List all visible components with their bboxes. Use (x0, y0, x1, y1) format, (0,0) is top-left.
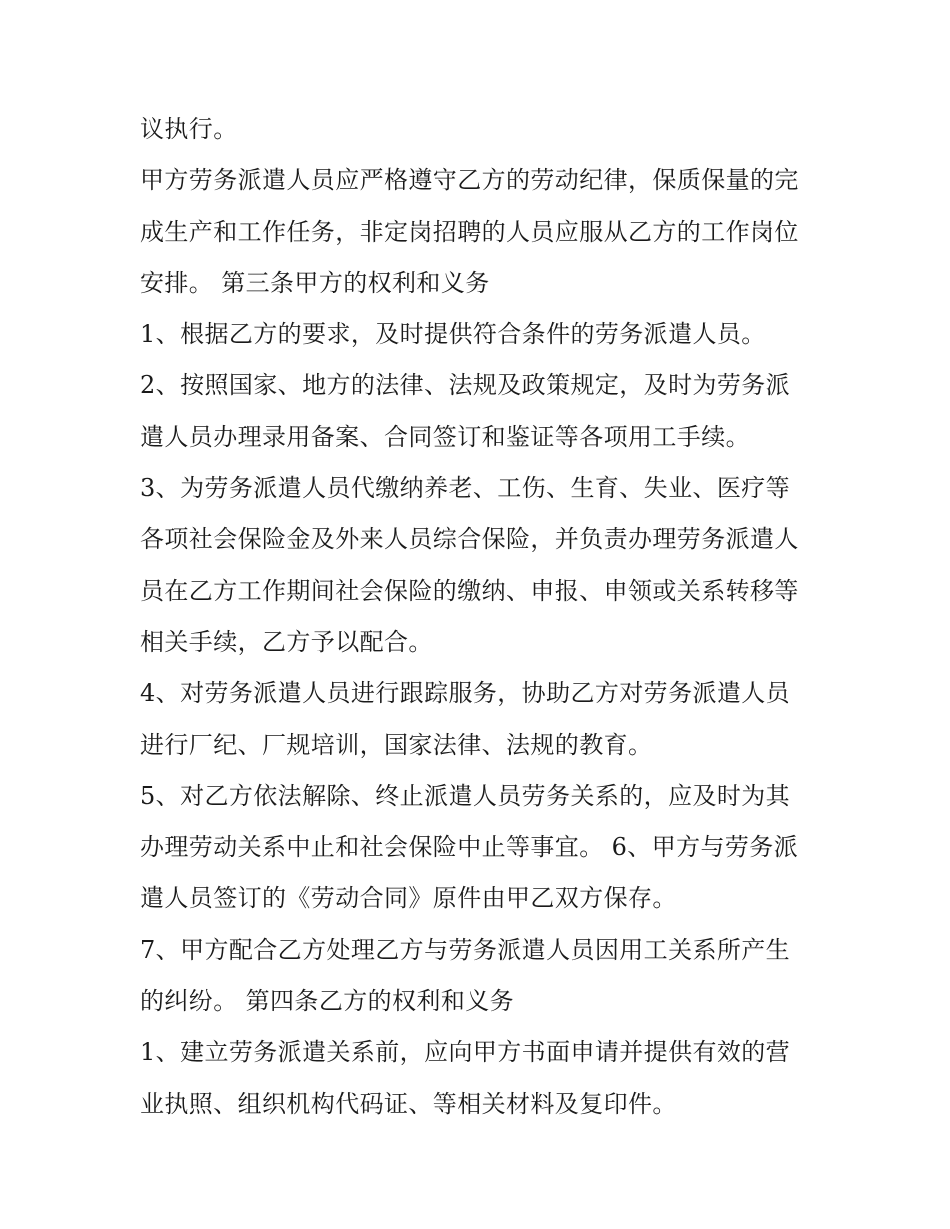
text-line: 遣人员签订的《劳动合同》原件由甲乙双方保存。 (140, 884, 677, 913)
text-line: 业执照、组织机构代码证、等相关材料及复印件。 (140, 1089, 677, 1118)
text-line: 办理劳动关系中止和社会保险中止等事宜。 6、甲方与劳务派 (140, 833, 799, 862)
text-line: 2、按照国家、地方的法律、法规及政策规定，及时为劳务派 (140, 371, 791, 400)
text-line: 7、甲方配合乙方处理乙方与劳务派遣人员因用工关系所产生 (140, 935, 791, 964)
text-line: 成生产和工作任务，非定岗招聘的人员应服从乙方的工作岗位 (140, 217, 799, 246)
text-line: 遣人员办理录用备案、合同签订和鉴证等各项用工手续。 (140, 422, 750, 451)
text-line: 4、对劳务派遣人员进行跟踪服务，协助乙方对劳务派遣人员 (140, 679, 791, 708)
text-line: 进行厂纪、厂规培训，国家法律、法规的教育。 (140, 730, 653, 759)
text-line: 员在乙方工作期间社会保险的缴纳、申报、申领或关系转移等 (140, 576, 799, 605)
text-line: 议执行。 (140, 115, 238, 143)
text-line: 相关手续，乙方予以配合。 (140, 627, 433, 656)
text-line: 3、为劳务派遣人员代缴纳养老、工伤、生育、失业、医疗等 (140, 474, 791, 503)
document-body (140, 104, 820, 1130)
text-line: 的纠纷。 第四条乙方的权利和义务 (140, 987, 515, 1016)
text-line: 1、建立劳务派遣关系前，应向甲方书面申请并提供有效的营 (140, 1038, 791, 1067)
text-line: 5、对乙方依法解除、终止派遣人员劳务关系的，应及时为其 (140, 781, 791, 810)
text-line: 1、根据乙方的要求，及时提供符合条件的劳务派遣人员。 (140, 320, 766, 349)
text-line: 甲方劳务派遣人员应严格遵守乙方的劳动纪律，保质保量的完 (140, 166, 799, 195)
text-line: 各项社会保险金及外来人员综合保险，并负责办理劳务派遣人 (140, 525, 799, 554)
text-line: 安排。 第三条甲方的权利和义务 (140, 268, 490, 297)
